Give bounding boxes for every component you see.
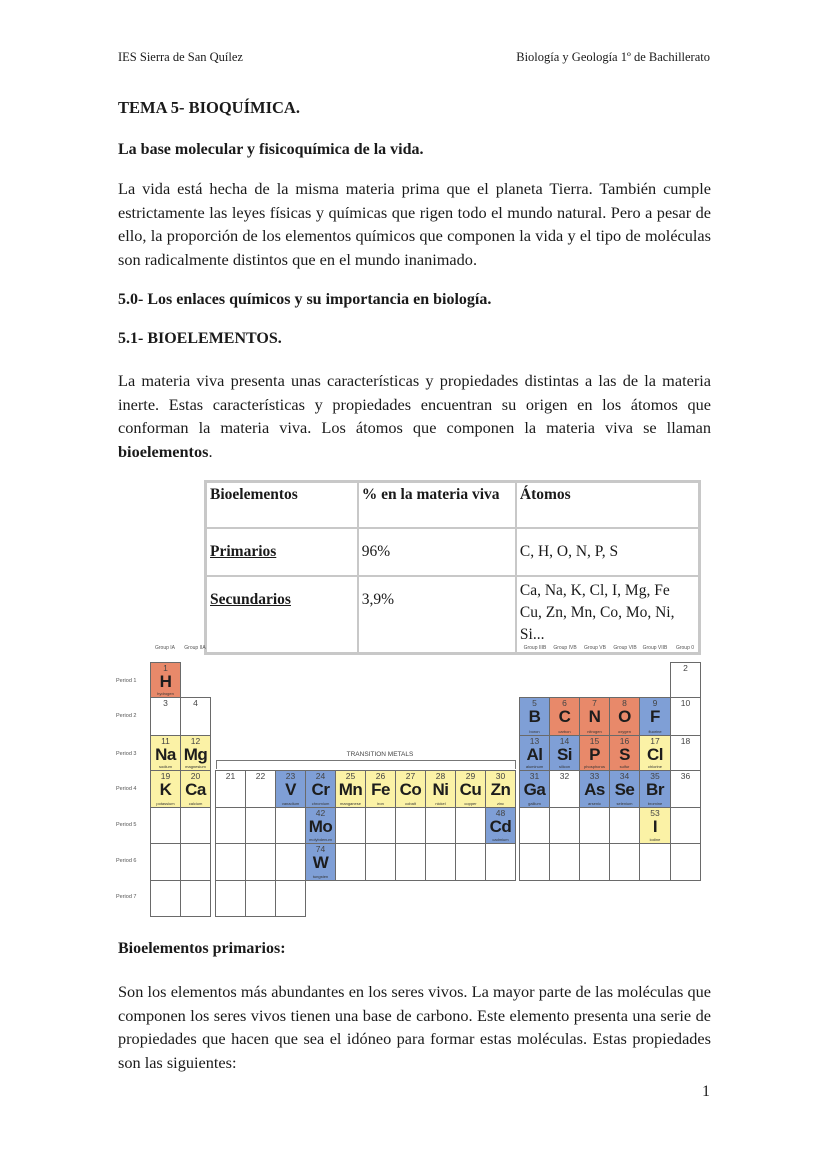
element-name: copper <box>464 801 477 806</box>
group-label: Group VB <box>584 645 606 651</box>
element-symbol: H <box>159 672 172 691</box>
element-K <box>150 770 181 808</box>
element-Mo <box>305 807 336 844</box>
bioelementos-paragraph <box>118 369 711 463</box>
group-label: Group VIIB <box>642 645 668 651</box>
element-V <box>275 770 306 808</box>
group-label: Group IIIB <box>523 645 547 651</box>
atomic-number: 22 <box>255 771 266 781</box>
empty-cell <box>485 843 516 881</box>
header-school-name: IES Sierra de San Quílez <box>118 50 243 64</box>
element-name: tungsten <box>312 874 329 879</box>
element-symbol: Mg <box>183 745 208 764</box>
element-symbol: Fe <box>371 780 390 799</box>
element-name: gallium <box>528 801 541 806</box>
empty-cell <box>455 807 486 844</box>
empty-cell <box>609 843 640 881</box>
element-name: selenium <box>616 801 633 806</box>
empty-cell <box>455 843 486 881</box>
element-Al <box>519 735 550 771</box>
period-label: Period 6 <box>116 858 137 864</box>
element-name: manganese <box>340 801 361 806</box>
empty-cell <box>245 843 276 881</box>
header-course-name: Biología y Geología 1º de Bachillerato <box>516 50 710 64</box>
element-P <box>579 735 610 771</box>
empty-cell <box>365 843 396 881</box>
bold-term: bioelementos <box>118 441 209 461</box>
element-name: potassium <box>156 801 175 806</box>
element-I <box>639 807 671 844</box>
primarios-paragraph: Son los elementos más abundantes en los seres vivos. La mayor parte de las moléculas que componen los seres vivos tienen una base de carbono. Este elemento presenta una serie de propiedades que hacen que sea el idóneo para formar estas moléculas. Estas propiedades son las siguientes: <box>118 982 711 1072</box>
element-symbol: W <box>312 853 329 872</box>
element-symbol: Ga <box>523 780 546 799</box>
element-B <box>519 697 550 736</box>
element-name: silicon <box>558 764 571 769</box>
element-Cd <box>485 807 516 844</box>
element-symbol: Mn <box>338 780 363 799</box>
empty-cell <box>275 807 306 844</box>
element-Cr <box>305 770 336 808</box>
element-Fe <box>365 770 396 808</box>
element-As <box>579 770 610 808</box>
empty-cell <box>215 843 246 881</box>
table-row <box>206 576 699 653</box>
atomic-number: 10 <box>680 698 691 708</box>
table-cell-percent: 96% <box>358 528 516 576</box>
paragraph-end: . <box>208 441 213 461</box>
element-symbol: O <box>618 707 631 726</box>
element-Ti <box>245 770 276 808</box>
element-name: magnesium <box>185 764 206 769</box>
period-label: Period 5 <box>116 822 137 828</box>
table-cell-percent: 3,9% <box>358 576 516 653</box>
element-symbol: Cr <box>311 780 330 799</box>
group-label: Group VIB <box>613 645 637 651</box>
empty-cell <box>335 843 366 881</box>
empty-cell <box>245 807 276 844</box>
atomic-number: 30 <box>495 771 506 781</box>
element-H <box>150 662 181 698</box>
element-symbol: K <box>159 780 172 799</box>
element-symbol: Ni <box>432 780 449 799</box>
element-name: aluminum <box>525 764 544 769</box>
empty-cell <box>180 843 211 881</box>
atomic-number: 36 <box>680 771 691 781</box>
table-header-cell: Átomos <box>516 482 699 528</box>
empty-cell <box>670 807 701 844</box>
empty-cell <box>670 843 701 881</box>
group-label: Group 0 <box>675 645 695 651</box>
element-name: iron <box>377 801 384 806</box>
element-Zn <box>485 770 516 808</box>
atomic-number: 33 <box>589 771 600 781</box>
period-label: Period 2 <box>116 713 137 719</box>
empty-cell <box>579 807 610 844</box>
element-name: phosphorus <box>584 764 605 769</box>
atomic-number: 74 <box>315 844 326 854</box>
atomic-number: 31 <box>529 771 540 781</box>
element-name: calcium <box>188 801 203 806</box>
empty-cell <box>579 843 610 881</box>
element-name: cobalt <box>405 801 416 806</box>
table-cell-type: Primarios <box>206 528 358 576</box>
element-S <box>609 735 640 771</box>
atomic-number: 27 <box>405 771 416 781</box>
empty-cell <box>425 807 456 844</box>
element-Mg <box>180 735 211 771</box>
atomic-number: 17 <box>650 736 660 746</box>
empty-cell <box>150 843 181 881</box>
empty-cell <box>150 807 181 844</box>
element-name: zinc <box>496 801 505 806</box>
element-W <box>305 843 336 881</box>
element-name: nitrogen <box>587 729 602 734</box>
empty-cell <box>639 843 671 881</box>
table-cell-type: Secundarios <box>206 576 358 653</box>
period-label: Period 1 <box>116 678 137 684</box>
element-symbol: S <box>619 745 630 764</box>
element-Sc <box>215 770 246 808</box>
element-symbol: B <box>528 707 541 726</box>
empty-cell <box>425 843 456 881</box>
transition-metals-label: TRANSITION METALS <box>346 751 414 758</box>
table-header-cell: Bioelementos <box>206 482 358 528</box>
element-symbol: I <box>652 817 658 836</box>
element-symbol: V <box>285 780 296 799</box>
table-cell-atoms: Ca, Na, K, Cl, I, Mg, Fe Cu, Zn, Mn, Co, Mo, Ni, Si... <box>516 576 699 653</box>
element-Ne <box>670 697 701 736</box>
element-symbol: As <box>584 780 605 799</box>
period-label: Period 7 <box>116 894 137 900</box>
atomic-number: 6 <box>562 698 567 708</box>
empty-cell <box>395 807 426 844</box>
element-Ca <box>180 770 211 808</box>
element-symbol: Cd <box>489 817 512 836</box>
element-Ar <box>670 735 701 771</box>
atomic-number: 3 <box>163 698 168 708</box>
atomic-number: 21 <box>225 771 236 781</box>
element-Ga <box>519 770 550 808</box>
element-He <box>670 662 701 698</box>
element-symbol: Br <box>646 780 664 799</box>
atomic-number: 35 <box>650 771 660 781</box>
element-symbol: Al <box>526 745 543 764</box>
page-title: TEMA 5- BIOQUÍMICA. <box>118 98 300 117</box>
atomic-number: 7 <box>592 698 597 708</box>
element-name: vanadium <box>281 801 300 806</box>
atomic-number: 42 <box>315 808 326 818</box>
page-number: 1 <box>702 1083 710 1100</box>
element-Co <box>395 770 426 808</box>
element-name: hydrogen <box>157 691 174 696</box>
atomic-number: 24 <box>315 771 326 781</box>
empty-cell <box>609 807 640 844</box>
element-Mn <box>335 770 366 808</box>
atomic-number: 28 <box>435 771 446 781</box>
element-symbol: Zn <box>490 780 511 799</box>
section-heading-intro: La base molecular y fisicoquímica de la vida. <box>118 141 424 158</box>
element-name: nickel <box>435 801 446 806</box>
table-cell-atoms: C, H, O, N, P, S <box>516 528 699 576</box>
atomic-number: 5 <box>532 698 537 708</box>
atomic-number: 23 <box>285 771 296 781</box>
element-Br <box>639 770 671 808</box>
element-Se <box>609 770 640 808</box>
period-label: Period 3 <box>116 751 137 757</box>
element-name: sulfur <box>619 764 630 769</box>
element-symbol: Na <box>155 745 176 764</box>
element-Li <box>150 697 181 736</box>
element-symbol: Cl <box>647 745 663 764</box>
atomic-number: 13 <box>529 736 540 746</box>
empty-cell <box>365 807 396 844</box>
paragraph-text: La materia viva presenta unas características y propiedades distintas a las de la materia inerte. Estas características y propiedades encuentran su origen en los átomos que conforman la materia viva. Los átomos que componen la materia viva se llaman <box>118 371 711 437</box>
element-symbol: C <box>558 707 571 726</box>
element-Si <box>549 735 580 771</box>
section-heading-5-0: 5.0- Los enlaces químicos y su importancia en biología. <box>118 291 492 308</box>
element-symbol: Cu <box>459 780 482 799</box>
atomic-number: 8 <box>622 698 627 708</box>
atomic-number: 9 <box>652 698 658 708</box>
element-F <box>639 697 671 736</box>
section-heading-5-1: 5.1- BIOELEMENTOS. <box>118 330 282 347</box>
element-symbol: F <box>650 707 660 726</box>
intro-paragraph: La vida está hecha de la misma materia prima que el planeta Tierra. También cumple estrictamente las leyes físicas y químicas que rigen todo el mundo natural. Pero a pesar de ello, la proporción de los elementos químicos que componen la vida y el tipo de moléculas son radicalmente distintos que en el mundo inanimado. <box>118 179 711 269</box>
element-O <box>609 697 640 736</box>
group-label: Group IVB <box>553 645 577 651</box>
atomic-number: 29 <box>465 771 476 781</box>
atomic-number: 1 <box>163 663 168 673</box>
element-name: sodium <box>159 764 172 769</box>
empty-cell <box>519 843 550 881</box>
element-name: boron <box>529 729 540 734</box>
element-Na <box>150 735 181 771</box>
element-C <box>549 697 580 736</box>
group-label: Group IA <box>154 645 175 651</box>
element-Ni <box>425 770 456 808</box>
element-Kr <box>670 770 701 808</box>
element-Be <box>180 697 211 736</box>
element-name: molybdenum <box>309 837 332 842</box>
empty-cell <box>519 807 550 844</box>
atomic-number: 34 <box>619 771 630 781</box>
element-symbol: Co <box>399 780 422 799</box>
period-label: Period 4 <box>116 786 137 792</box>
empty-cell <box>180 880 211 917</box>
element-symbol: Mo <box>308 817 333 836</box>
bioelements-table <box>204 480 701 655</box>
atomic-number: 32 <box>559 771 570 781</box>
element-name: carbon <box>558 729 571 734</box>
table-row <box>206 528 699 576</box>
element-Ge <box>549 770 580 808</box>
empty-cell <box>275 880 306 917</box>
element-symbol: P <box>589 745 600 764</box>
atomic-number: 2 <box>683 663 688 673</box>
element-symbol: Si <box>556 745 573 764</box>
empty-cell <box>335 807 366 844</box>
atomic-number: 4 <box>193 698 198 708</box>
element-symbol: N <box>588 707 601 726</box>
empty-cell <box>150 880 181 917</box>
element-Cu <box>455 770 486 808</box>
atomic-number: 25 <box>345 771 356 781</box>
empty-cell <box>549 807 580 844</box>
element-Cl <box>639 735 671 771</box>
element-symbol: Ca <box>185 780 206 799</box>
atomic-number: 14 <box>559 736 570 746</box>
empty-cell <box>245 880 276 917</box>
empty-cell <box>275 843 306 881</box>
atomic-number: 11 <box>161 736 170 746</box>
atomic-number: 12 <box>190 736 201 746</box>
element-name: iodine <box>649 837 661 842</box>
table-header-row <box>206 482 699 528</box>
empty-cell <box>215 880 246 917</box>
empty-cell <box>395 843 426 881</box>
atomic-number: 26 <box>375 771 386 781</box>
atomic-number: 18 <box>680 736 691 746</box>
table-header-cell: % en la materia viva <box>358 482 516 528</box>
group-label: Group IIA <box>184 645 206 651</box>
element-name: arsenic <box>588 801 601 806</box>
element-symbol: Se <box>614 780 635 799</box>
element-name: cadmium <box>492 837 509 842</box>
atomic-number: 15 <box>589 736 600 746</box>
element-name: oxygen <box>618 729 631 734</box>
atomic-number: 20 <box>190 771 201 781</box>
atomic-number: 48 <box>495 808 506 818</box>
atomic-number: 19 <box>160 771 171 781</box>
element-name: chlorine <box>647 764 662 769</box>
atomic-number: 53 <box>650 808 660 818</box>
transition-metals-bracket <box>216 760 516 769</box>
element-name: chromium <box>311 801 330 806</box>
element-name: fluorine <box>648 729 662 734</box>
element-N <box>579 697 610 736</box>
empty-cell <box>180 807 211 844</box>
section-heading-primarios: Bioelementos primarios: <box>118 940 286 957</box>
element-name: bromine <box>647 801 663 806</box>
empty-cell <box>549 843 580 881</box>
atomic-number: 16 <box>619 736 630 746</box>
empty-cell <box>215 807 246 844</box>
